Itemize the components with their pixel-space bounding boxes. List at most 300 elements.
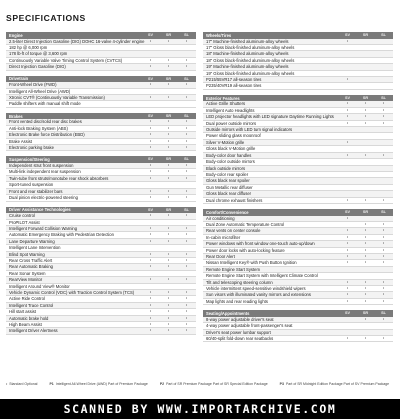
availability-mark: • bbox=[185, 322, 188, 326]
spec-label: 18" Machine-finished aluminum-alloy wheels bbox=[206, 51, 289, 57]
spec-label: Direct Injection Gasoline (DIG) bbox=[9, 64, 66, 70]
spec-row bbox=[203, 198, 393, 204]
spec-label: Vehicle intermittent speed-sensitive windshield wipers bbox=[206, 286, 306, 291]
spec-label: 4-way power adjustable front-passenger's seat bbox=[206, 323, 293, 329]
trim-column-header: SR bbox=[362, 311, 369, 316]
availability-mark: • bbox=[149, 289, 152, 294]
spec-label: Rear Door Alert bbox=[206, 253, 235, 259]
spec-label: High Beam Assist bbox=[9, 322, 42, 327]
spec-section bbox=[6, 76, 196, 108]
availability-mark: • bbox=[149, 145, 152, 150]
availability-mark: • bbox=[185, 302, 188, 307]
trim-column-header: SL bbox=[381, 95, 386, 100]
legend-text: Part of SR Midnight Edition Package Part of SV Premium Package bbox=[285, 382, 390, 386]
availability-mark: • bbox=[364, 234, 367, 239]
spec-row bbox=[6, 195, 196, 201]
section-title: Driver Assistance Technologies bbox=[9, 207, 71, 213]
availability-mark: • bbox=[167, 125, 170, 130]
availability-mark: • bbox=[185, 138, 188, 143]
spec-label: Rear Automatic Braking bbox=[9, 264, 53, 270]
availability-mark: • bbox=[167, 163, 170, 168]
availability-mark: • bbox=[364, 292, 367, 297]
spec-label: Outside mirrors with LED turn signal indicators bbox=[206, 127, 293, 133]
legend-text: Intelligent All-Wheel Drive (AWD) Part of Premium Package bbox=[55, 382, 148, 386]
trim-column-header: SV bbox=[147, 33, 154, 37]
trim-column-header: SR bbox=[362, 209, 369, 214]
spec-label: LED projector headlights with LED signature Daytime Running Lights bbox=[206, 114, 334, 120]
legend bbox=[6, 382, 396, 386]
availability-mark: • bbox=[149, 251, 152, 256]
availability-mark: • bbox=[185, 315, 188, 320]
availability-mark: • bbox=[364, 253, 367, 258]
trim-column-header: SR bbox=[362, 95, 369, 100]
availability-mark: • bbox=[149, 328, 152, 333]
spec-label: Dual chrome exhaust finishers bbox=[206, 197, 263, 203]
spec-label: 182 hp @ 6,000 rpm bbox=[9, 45, 48, 50]
legend-symbol: P1 bbox=[49, 382, 54, 386]
section-header bbox=[6, 76, 196, 83]
availability-mark: • bbox=[382, 253, 385, 258]
availability-mark: • bbox=[185, 213, 188, 218]
legend-item bbox=[280, 382, 389, 386]
spec-label: Intelligent Trace Control bbox=[9, 302, 54, 308]
spec-row bbox=[203, 83, 393, 89]
availability-mark: • bbox=[149, 175, 152, 180]
availability-mark: • bbox=[364, 247, 367, 252]
availability-mark: • bbox=[346, 77, 349, 82]
availability-mark: • bbox=[185, 289, 188, 294]
spec-section bbox=[6, 207, 196, 335]
spec-label: Rear vents on center console bbox=[206, 228, 261, 234]
spec-label: Front-Wheel Drive (FWD) bbox=[9, 82, 57, 88]
availability-mark: • bbox=[346, 228, 349, 233]
section-title: Exterior Features bbox=[206, 95, 240, 101]
spec-label: Remote Engine Start System with Intelligent Climate Control bbox=[206, 273, 318, 279]
spec-label: Electronic Brake force Distribution (EBD) bbox=[9, 132, 85, 138]
trim-column-header: SV bbox=[147, 76, 154, 81]
availability-mark: • bbox=[149, 169, 152, 174]
spec-label: Automatic Emergency Braking with Pedestrian Detection bbox=[9, 232, 114, 238]
watermark-banner: SCANNED BY WWW.IMPORTARCHIVE.COM bbox=[0, 399, 400, 419]
availability-mark: • bbox=[185, 251, 188, 256]
availability-mark: • bbox=[149, 264, 152, 269]
availability-mark: • bbox=[149, 302, 152, 307]
trim-column-header: SL bbox=[184, 33, 189, 37]
section-header bbox=[6, 113, 196, 120]
availability-mark: • bbox=[185, 169, 188, 174]
availability-mark: • bbox=[364, 336, 367, 341]
spec-row bbox=[6, 328, 196, 334]
spec-label: Xtronic CVT® (Continuously Variable Transmission) bbox=[9, 95, 105, 101]
legend-symbol: • bbox=[6, 382, 8, 386]
availability-mark: • bbox=[185, 38, 188, 43]
availability-mark: • bbox=[149, 138, 152, 143]
availability-mark: • bbox=[364, 286, 367, 290]
availability-mark: • bbox=[149, 119, 152, 124]
availability-mark: • bbox=[185, 57, 188, 62]
availability-mark: • bbox=[185, 277, 188, 282]
spec-label: Lane Departure Warning bbox=[9, 238, 55, 244]
availability-mark: • bbox=[149, 296, 152, 301]
availability-mark: • bbox=[149, 232, 152, 237]
availability-mark: • bbox=[185, 145, 188, 150]
spec-label: Twin-tube front struts/monotube rear shock absorbers bbox=[9, 175, 109, 181]
trim-column-header: SV bbox=[147, 113, 154, 118]
availability-mark: • bbox=[346, 139, 349, 144]
availability-mark: • bbox=[149, 195, 152, 200]
spec-label: Dual pinion electric-powered steering bbox=[9, 195, 78, 201]
spec-label: Power windows with front window one-touch auto-up/down bbox=[206, 241, 315, 247]
availability-mark: • bbox=[185, 163, 188, 168]
availability-mark: • bbox=[185, 238, 188, 243]
section-header bbox=[6, 156, 196, 163]
trim-column-header: SR bbox=[165, 76, 172, 81]
availability-mark: • bbox=[167, 264, 170, 269]
availability-mark: • bbox=[149, 225, 152, 230]
availability-mark: • bbox=[346, 292, 349, 297]
spec-section bbox=[203, 310, 393, 342]
availability-mark: • bbox=[167, 213, 170, 218]
availability-mark: • bbox=[149, 315, 152, 320]
trim-column-header: SL bbox=[381, 209, 386, 214]
spec-label: 2.5-liter Direct Injection Gasoline (DIG) DOHC 16-valve 4-cylinder engine bbox=[9, 38, 145, 44]
availability-mark: • bbox=[382, 260, 385, 265]
availability-mark: • bbox=[185, 125, 188, 130]
availability-mark: • bbox=[185, 296, 188, 301]
availability-mark: • bbox=[346, 247, 349, 252]
availability-mark: • bbox=[382, 221, 385, 226]
availability-mark: • bbox=[185, 82, 188, 87]
trim-column-header: SL bbox=[381, 33, 386, 37]
spec-label: Remote Engine Start System bbox=[206, 266, 260, 272]
spec-label: Cruise control bbox=[9, 213, 35, 219]
availability-mark: • bbox=[364, 228, 367, 233]
spec-label: Tilt and telescoping steering column bbox=[206, 279, 273, 285]
spec-label: ProPILOT Assist bbox=[9, 219, 40, 225]
availability-mark: • bbox=[382, 279, 385, 284]
section-title: Suspension/Steering bbox=[9, 157, 50, 163]
availability-mark: • bbox=[346, 215, 349, 220]
section-header bbox=[203, 310, 393, 317]
availability-mark: • bbox=[167, 257, 170, 262]
spec-label: 60/40-split fold-down rear seatbacks bbox=[206, 336, 274, 342]
trim-column-header: SV bbox=[147, 157, 154, 162]
availability-mark: • bbox=[346, 253, 349, 258]
spec-label: P215/55VR17 all-season tires bbox=[206, 77, 262, 83]
trim-column-header: SV bbox=[344, 209, 351, 214]
availability-mark: • bbox=[364, 316, 367, 321]
availability-mark: • bbox=[346, 38, 349, 43]
availability-mark: • bbox=[185, 232, 188, 237]
left-column bbox=[6, 32, 196, 340]
availability-mark: • bbox=[364, 114, 367, 119]
trim-column-header: SR bbox=[165, 113, 172, 118]
spec-label: P235/40VR19 all-season tires bbox=[206, 83, 262, 89]
spec-label: Front vented disc/solid rear disc brakes bbox=[9, 119, 82, 125]
section-header bbox=[6, 32, 196, 39]
availability-mark: • bbox=[185, 175, 188, 180]
availability-mark: • bbox=[382, 286, 385, 290]
spec-label: Blind Spot Warning bbox=[9, 251, 45, 257]
availability-mark: • bbox=[149, 132, 152, 137]
spec-label: Electronic parking brake bbox=[9, 145, 54, 151]
availability-mark: • bbox=[167, 132, 170, 137]
availability-mark: • bbox=[149, 163, 152, 168]
availability-mark: • bbox=[149, 57, 152, 62]
availability-mark: • bbox=[382, 336, 385, 341]
availability-mark: • bbox=[364, 152, 367, 157]
availability-mark: • bbox=[149, 64, 152, 69]
availability-mark: • bbox=[382, 241, 385, 246]
trim-column-header: SV bbox=[147, 207, 154, 212]
availability-mark: • bbox=[167, 188, 170, 193]
availability-mark: • bbox=[346, 279, 349, 284]
right-column bbox=[203, 32, 393, 347]
spec-section bbox=[203, 32, 393, 90]
availability-mark: • bbox=[382, 234, 385, 239]
availability-mark: • bbox=[364, 279, 367, 284]
spec-label: Brake Assist bbox=[9, 138, 33, 144]
spec-row bbox=[203, 299, 393, 305]
availability-mark: • bbox=[346, 241, 349, 246]
spec-label: Intelligent All-Wheel Drive (AWD) bbox=[9, 88, 71, 94]
spec-label: Driver's seat power lumbar support bbox=[206, 329, 271, 335]
availability-mark: • bbox=[346, 298, 349, 303]
spec-label: Front and rear stabilizer bars bbox=[9, 188, 63, 194]
spec-label: Continuously Variable Valve Timing Control System (CVTCS) bbox=[9, 57, 123, 63]
availability-mark: • bbox=[346, 260, 349, 265]
availability-mark: • bbox=[382, 298, 385, 303]
availability-mark: • bbox=[382, 197, 385, 202]
availability-mark: • bbox=[167, 38, 170, 43]
spec-label: 17" Machine-finished aluminum-alloy wheels bbox=[206, 38, 289, 44]
spec-label: 19" Gloss black-finished aluminum-alloy wheels bbox=[206, 70, 295, 76]
availability-mark: • bbox=[167, 322, 170, 326]
spec-label: Rear Cross Traffic Alert bbox=[9, 257, 53, 263]
availability-mark: • bbox=[382, 228, 385, 233]
availability-mark: • bbox=[167, 169, 170, 174]
availability-mark: • bbox=[167, 195, 170, 200]
section-title: Seating/Appointments bbox=[206, 311, 250, 317]
availability-mark: • bbox=[185, 188, 188, 193]
availability-mark: • bbox=[167, 309, 170, 314]
trim-column-header: SV bbox=[344, 311, 351, 316]
availability-mark: • bbox=[167, 238, 170, 243]
spec-label: Vehicle Dynamic Control (VDC) with Traction Control System (TCS) bbox=[9, 289, 135, 295]
availability-mark: • bbox=[382, 107, 385, 112]
spec-label: Gloss black rear spoiler bbox=[206, 178, 250, 184]
section-header bbox=[203, 95, 393, 102]
spec-row bbox=[6, 64, 196, 70]
page-title: SPECIFICATIONS bbox=[6, 13, 86, 23]
spec-label: Gun Metallic rear diffuser bbox=[206, 184, 253, 190]
spec-label: Anti-lock Braking System (ABS) bbox=[9, 125, 68, 131]
availability-mark: • bbox=[185, 64, 188, 69]
availability-mark: • bbox=[167, 145, 170, 150]
spec-label: Dual power outside mirrors bbox=[206, 120, 257, 126]
spec-section bbox=[6, 156, 196, 201]
availability-mark: • bbox=[346, 197, 349, 202]
availability-mark: • bbox=[185, 309, 188, 314]
availability-mark: • bbox=[149, 238, 152, 243]
availability-mark: • bbox=[149, 188, 152, 193]
spec-label: Air conditioning bbox=[206, 215, 235, 221]
availability-mark: • bbox=[364, 298, 367, 303]
trim-column-header: SL bbox=[184, 207, 189, 212]
availability-mark: • bbox=[167, 95, 170, 100]
spec-label: 178 lb-ft of torque @ 3,600 rpm bbox=[9, 51, 68, 57]
availability-mark: • bbox=[364, 221, 367, 226]
availability-mark: • bbox=[167, 251, 170, 256]
availability-mark: • bbox=[149, 309, 152, 314]
availability-mark: • bbox=[167, 225, 170, 230]
spec-label: Black outside mirrors bbox=[206, 165, 246, 171]
spec-label: Gloss black rear diffuser bbox=[206, 191, 252, 197]
availability-mark: • bbox=[149, 125, 152, 130]
availability-mark: • bbox=[382, 120, 385, 125]
trim-column-header: SR bbox=[165, 33, 172, 37]
availability-mark: • bbox=[382, 247, 385, 252]
spec-label: Power sliding glass moonroof bbox=[206, 133, 261, 139]
availability-mark: • bbox=[167, 315, 170, 320]
availability-mark: • bbox=[346, 107, 349, 112]
availability-mark: • bbox=[167, 119, 170, 124]
section-title: Comfort/Convenience bbox=[206, 209, 249, 215]
spec-label: Gloss black V-Motion grille bbox=[206, 146, 256, 152]
spec-label: Intelligent Driver Alertness bbox=[9, 328, 58, 334]
availability-mark: • bbox=[167, 302, 170, 307]
spec-label: Intelligent Around View® Monitor bbox=[9, 283, 70, 289]
availability-mark: • bbox=[382, 292, 385, 297]
availability-mark: • bbox=[346, 114, 349, 119]
trim-column-header: SR bbox=[362, 33, 369, 37]
spec-label: Intelligent Forward Collision Warning bbox=[9, 225, 78, 231]
spec-section bbox=[6, 32, 196, 71]
spec-label: Active Grille Shutters bbox=[206, 101, 246, 107]
availability-mark: • bbox=[167, 232, 170, 237]
spec-label: 19" Machine-finished aluminum-alloy wheels bbox=[206, 64, 289, 70]
spec-label: Sport-tuned suspension bbox=[9, 182, 54, 188]
availability-mark: • bbox=[346, 234, 349, 239]
availability-mark: • bbox=[167, 328, 170, 333]
availability-mark: • bbox=[149, 95, 152, 100]
spec-label: Intelligent Auto Headlights bbox=[206, 107, 255, 113]
section-header bbox=[203, 32, 393, 39]
spec-label: Power door locks with auto-locking feature bbox=[206, 247, 285, 253]
trim-column-header: SL bbox=[184, 113, 189, 118]
spec-label: Multi-link independent rear suspension bbox=[9, 169, 81, 175]
spec-label: Silver V-Motion grille bbox=[206, 139, 245, 145]
availability-mark: • bbox=[149, 322, 152, 326]
spec-label: Rear Sonar System bbox=[9, 270, 46, 276]
availability-mark: • bbox=[382, 101, 385, 106]
spec-label: Hill start assist bbox=[9, 309, 36, 315]
availability-mark: • bbox=[364, 120, 367, 125]
legend-item bbox=[49, 382, 147, 386]
section-title: Engine bbox=[9, 32, 23, 38]
availability-mark: • bbox=[149, 277, 152, 282]
trim-column-header: SL bbox=[184, 76, 189, 81]
availability-mark: • bbox=[167, 138, 170, 143]
availability-mark: • bbox=[185, 257, 188, 262]
availability-mark: • bbox=[364, 101, 367, 106]
trim-column-header: SL bbox=[381, 311, 386, 316]
trim-column-header: SV bbox=[344, 33, 351, 37]
spec-label: Active Ride Control bbox=[9, 296, 45, 302]
legend-item bbox=[6, 382, 37, 386]
availability-mark: • bbox=[167, 296, 170, 301]
availability-mark: • bbox=[167, 289, 170, 294]
spec-label: Paddle shifters with manual shift mode bbox=[9, 101, 81, 107]
availability-mark: • bbox=[167, 82, 170, 87]
spec-section bbox=[203, 95, 393, 204]
availability-mark: • bbox=[185, 225, 188, 230]
spec-label: Map lights and rear reading lights bbox=[206, 298, 268, 304]
availability-mark: • bbox=[364, 197, 367, 202]
spec-label: In-cabin microfilter bbox=[206, 234, 241, 240]
availability-mark: • bbox=[149, 82, 152, 87]
trim-column-header: SR bbox=[165, 157, 172, 162]
spec-label: Dual Zone Automatic Temperature Control bbox=[206, 221, 285, 227]
availability-mark: • bbox=[346, 286, 349, 290]
spec-label: Automatic brake hold bbox=[9, 315, 49, 321]
spec-section bbox=[203, 209, 393, 305]
availability-mark: • bbox=[167, 57, 170, 62]
availability-mark: • bbox=[382, 316, 385, 321]
spec-label: Intelligent Lane Intervention bbox=[9, 245, 61, 251]
availability-mark: • bbox=[364, 241, 367, 246]
legend-item bbox=[160, 382, 268, 386]
spec-label: RearView Monitor bbox=[9, 277, 43, 283]
legend-symbol: P3 bbox=[279, 382, 284, 386]
availability-mark: • bbox=[185, 119, 188, 124]
availability-mark: • bbox=[346, 336, 349, 341]
availability-mark: • bbox=[382, 152, 385, 157]
trim-column-header: SV bbox=[344, 95, 351, 100]
spec-label: Independent strut front suspension bbox=[9, 163, 74, 169]
availability-mark: • bbox=[364, 107, 367, 112]
availability-mark: • bbox=[185, 264, 188, 269]
availability-mark: • bbox=[149, 257, 152, 262]
availability-mark: • bbox=[346, 152, 349, 157]
availability-mark: • bbox=[185, 95, 188, 100]
spec-row bbox=[6, 145, 196, 151]
spec-label: 17" Gloss black-finished aluminum-alloy wheels bbox=[206, 45, 295, 50]
spec-section bbox=[6, 113, 196, 152]
legend-text: Part of SR Premium Package Part of SR Special Edition Package bbox=[166, 382, 268, 386]
availability-mark: • bbox=[149, 38, 152, 43]
availability-mark: • bbox=[346, 101, 349, 106]
section-header bbox=[6, 207, 196, 214]
section-title: Wheels/Tires bbox=[206, 32, 232, 38]
availability-mark: • bbox=[167, 175, 170, 180]
spec-label: 8-way power adjustable driver's seat bbox=[206, 316, 274, 322]
spec-label: Body-color outside mirrors bbox=[206, 159, 255, 165]
spec-label: Sun visors with illuminated vanity mirrors and extensions bbox=[206, 292, 311, 298]
spec-label: Nissan Intelligent Key® with Push Button Ignition bbox=[206, 260, 297, 266]
availability-mark: • bbox=[149, 213, 152, 218]
availability-mark: • bbox=[167, 277, 170, 282]
spec-row bbox=[203, 336, 393, 342]
section-title: Drivetrain bbox=[9, 76, 29, 82]
spec-label: Body-color rear spoiler bbox=[206, 171, 249, 177]
section-header bbox=[203, 209, 393, 216]
section-title: Brakes bbox=[9, 113, 23, 119]
spec-label: 18" Gloss black-finished aluminum-alloy wheels bbox=[206, 57, 295, 63]
availability-mark: • bbox=[185, 132, 188, 137]
availability-mark: • bbox=[185, 328, 188, 333]
availability-mark: • bbox=[346, 120, 349, 125]
